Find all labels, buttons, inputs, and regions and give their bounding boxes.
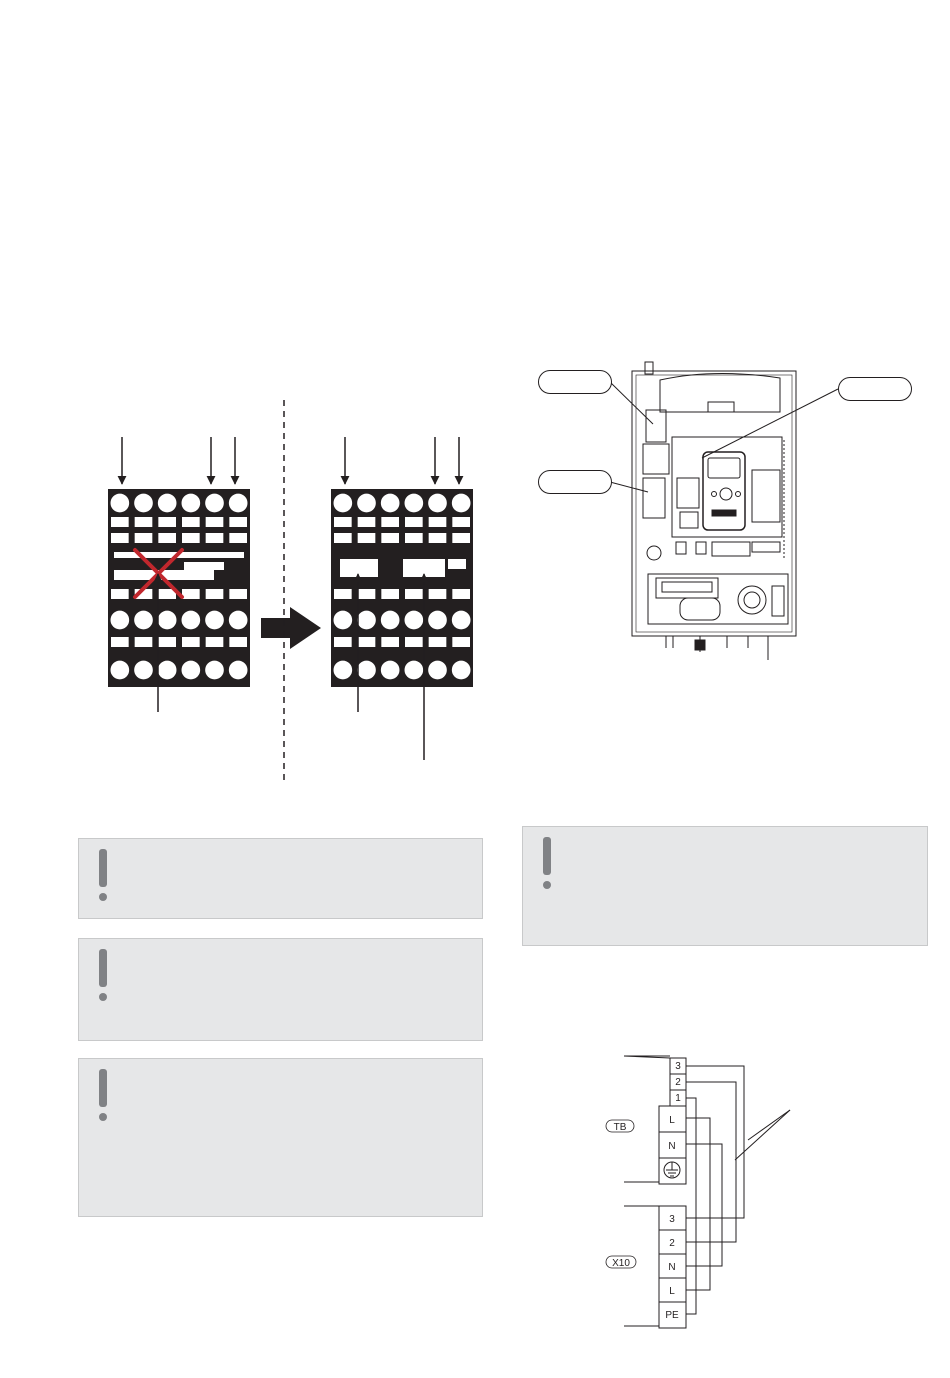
x10-label: X10	[612, 1258, 630, 1269]
x10-terminal-2: 2	[669, 1238, 675, 1249]
x10-terminal-n: N	[668, 1262, 676, 1273]
tb-label: TB	[613, 1122, 627, 1133]
tb-terminal-l: L	[669, 1115, 675, 1126]
tb-terminal-n: N	[668, 1141, 676, 1152]
x10-terminal-l: L	[669, 1286, 675, 1297]
x10-terminal-pe: PE	[665, 1310, 679, 1321]
tb-terminal-1: 1	[675, 1093, 681, 1104]
tb-terminal-2: 2	[675, 1077, 681, 1088]
tb-terminal-3: 3	[675, 1061, 681, 1072]
x10-terminal-3: 3	[669, 1214, 675, 1225]
